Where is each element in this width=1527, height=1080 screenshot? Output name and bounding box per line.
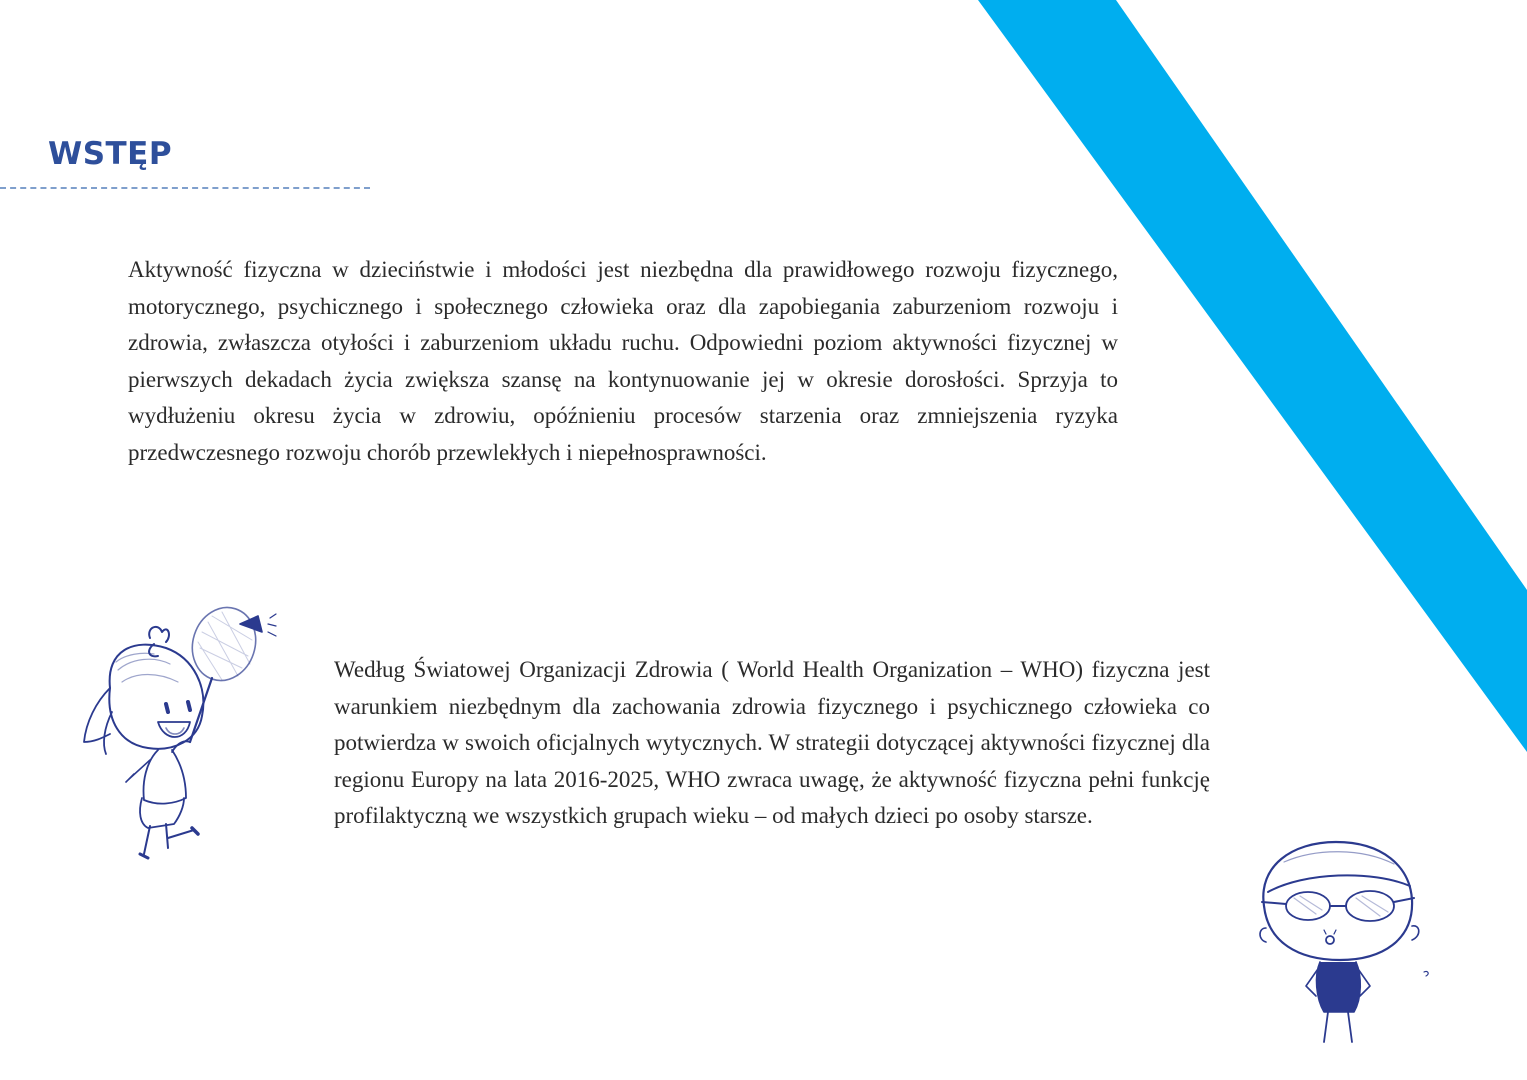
- section-title: WSTĘP: [48, 136, 173, 172]
- section-title-underline: [0, 187, 370, 189]
- badminton-girl-icon: [62, 592, 292, 872]
- swimmer-icon: [1244, 836, 1444, 1056]
- who-paragraph: Według Światowej Organizacji Zdrowia ( World Health Organization – WHO) fizyczna jest warunkiem niezbędnym dla zachowania zdrowia fizycznego i psychicznego człowieka co potwierdza w swoich oficjalnych wytycznych. W strategii dotyczącej aktywności fizycznej dla regionu Europy na lata 2016-2025, WHO zwraca uwagę, że aktywność fizyczna pełni funkcję profilaktyczną we wszystkich grupach wieku – od małych dzieci po osoby starsze.: [334, 657, 1210, 829]
- intro-paragraph: Aktywność fizyczna w dzieciństwie i młodości jest niezbędna dla prawidłowego rozwoju fizycznego, motorycznego, psychicznego i społecznego człowieka oraz dla zapobiegania zaburzeniom rozwoju i zdrowia, zwłaszcza otyłości i zaburzeniom układu ruchu. Odpowiedni poziom aktywności fizycznej w pierwszych dekadach życia zwiększa szansę na kontynuowanie jej w okresie dorosłości. Sprzyja to wydłużeniu okresu życia w zdrowiu, opóźnieniu procesów starzenia oraz zmniejszenia ryzyka przedwczesnego rozwoju chorób przewlekłych i niepełnosprawności.: [128, 257, 1118, 465]
